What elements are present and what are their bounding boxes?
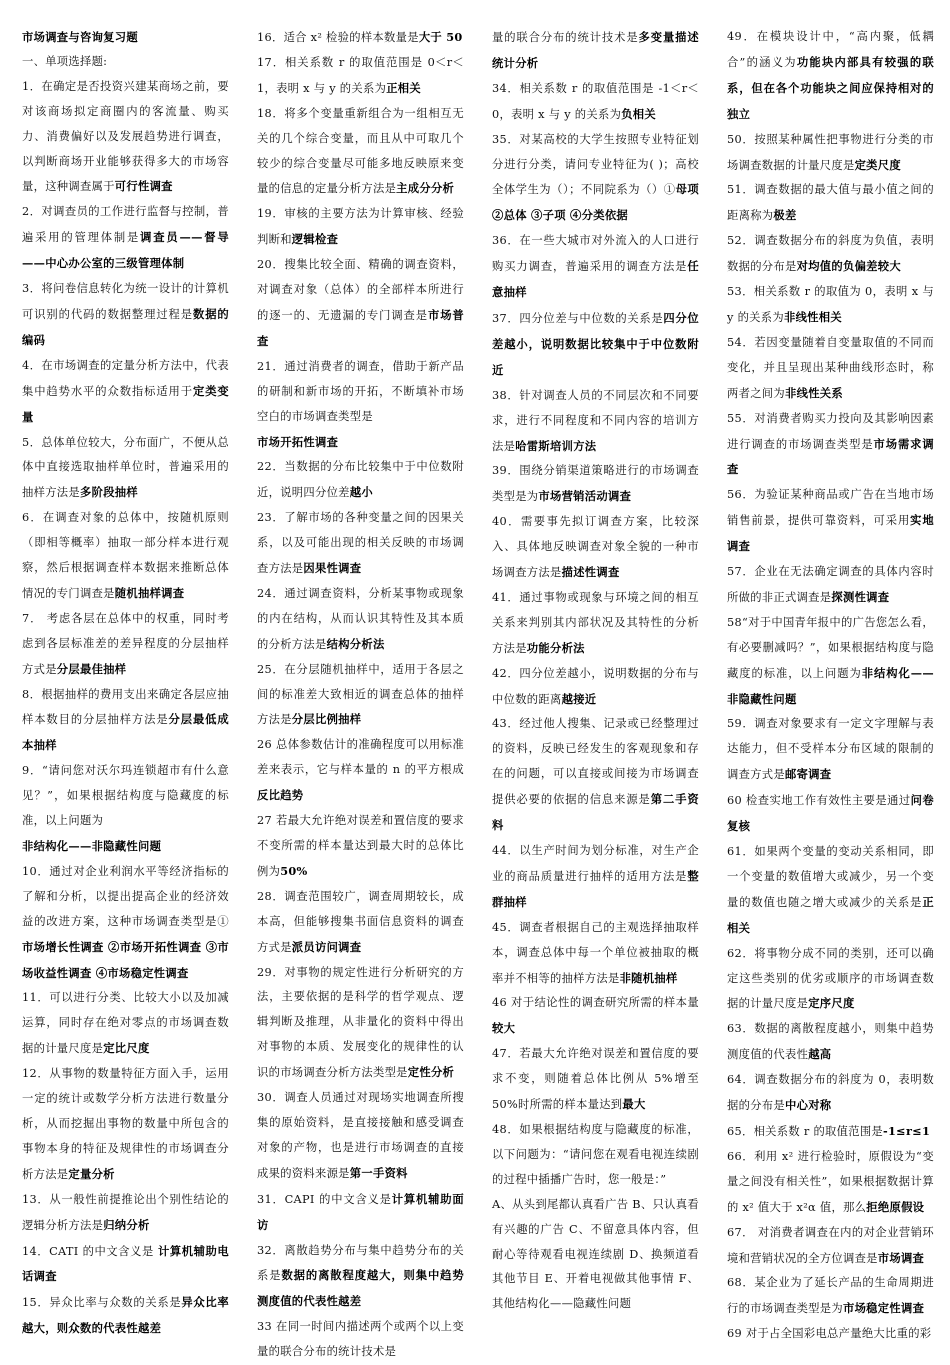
question-1: 1．在确定是否投资兴建某商场之前，要对该商场拟定商圈内的客流量、购买力、消费偏好以及发展趋势进行调查，以判断商场开业能够获得多大的市场容量，这种调查属于可行性调查 <box>22 79 229 194</box>
answer-64: 中心对称 <box>785 1098 832 1113</box>
answer-26: 反比趋势 <box>257 788 304 803</box>
answer-51: 极差 <box>773 208 797 223</box>
answer-36: 任意抽样 <box>492 259 699 300</box>
answer-52: 对均值的负偏差较大 <box>796 259 901 274</box>
question-27: 27 若最大允许绝对误差和置信度的要求不变所需的样本量达到最大时的总体比例为50% <box>257 814 464 878</box>
column-3 <box>492 25 699 1317</box>
answer-16: 大于 50 <box>418 30 463 44</box>
column-2 <box>257 25 464 1365</box>
question-41: 41．通过事物或现象与环境之间的相互关系来判别其内部状况及其特性的分析方法是功能分析法 <box>492 590 699 655</box>
answer-37: 四分位差越小，说明数据比较集中于中位数附近 <box>492 310 699 377</box>
question-65: 65．相关系数 r 的取值范围是-1≤r≤1 <box>727 1123 931 1138</box>
question-22: 22．当数据的分布比较集中于中位数附近，说明四分位差越小 <box>257 460 464 500</box>
answer-34: 负相关 <box>621 106 656 121</box>
answer-22: 越小 <box>349 485 373 500</box>
answer-11: 定比尺度 <box>103 1041 150 1056</box>
answer-4: 定类变量 <box>22 383 230 424</box>
question-34: 34．相关系数 r 的取值范围是 -1＜r＜0，表明 x 与 y 的关系为负相关 <box>492 81 699 121</box>
column-4 <box>727 25 934 1347</box>
answer-15: 异众比率越大，则众数的代表性越差 <box>22 1295 230 1336</box>
answer-13: 归纳分析 <box>103 1217 150 1232</box>
question-49: 49．在模块设计中，“高内聚，低耦合”的涵义为功能块内部具有较强的联系，但在各个功能块之间应保持相对的独立 <box>727 30 934 121</box>
question-44: 44．以生产时间为划分标准，对生产企业的商品质量进行抽样的适用方法是整群抽样 <box>492 844 699 909</box>
section-heading: 一、单项选择题: <box>22 54 108 68</box>
question-40: 40．需要事先拟订调查方案，比较深入、具体地反映调查对象全貌的一种市场调查方法是描述性调查 <box>492 515 699 580</box>
answer-31: 计算机辅助面访 <box>257 1191 464 1232</box>
answer-55: 市场需求调查 <box>727 436 934 477</box>
question-66: 66．利用 x² 进行检验时，原假设为“变量之间没有相关性”，如果根据数据计算的 x² 值大于 x²α 值，那么拒绝原假设 <box>727 1149 934 1214</box>
question-67: 67． 对消费者调查在内的对企业营销环境和营销状况的全方位调查是市场调查 <box>727 1225 934 1265</box>
question-5: 5．总体单位较大，分布面广，不便从总体中直接选取抽样单位时，普遍采用的抽样方法是多阶段抽样 <box>22 435 229 500</box>
question-31: 31．CAPI 的中文含义是计算机辅助面访 <box>257 1191 464 1232</box>
question-63: 63．数据的离散程度越小，则集中趋势测度值的代表性越高 <box>727 1022 934 1062</box>
answer-49: 功能块内部具有较强的联系，但在各个功能块之间应保持相对的独立 <box>727 54 934 121</box>
question-32: 32．离散趋势分布与集中趋势分布的关系是数据的离散程度越大，则集中趋势测度值的代表性越差 <box>257 1243 464 1309</box>
question-54: 54．若因变量随着自变量取值的不同而变化，并且呈现出某种曲线形态时，称两者之间为非线性关系 <box>727 335 934 400</box>
question-4: 4．在市场调查的定量分析方法中，代表集中趋势水平的众数指标适用于定类变量 <box>22 358 230 424</box>
question-50: 50．按照某种属性把事物进行分类的市场调查数据的计量尺度是定类尺度 <box>727 132 934 172</box>
question-21: 21．通过消费者的调查，借助于新产品的研制和新市场的开拓，不断填补市场空白的市场调查类型是 市场开拓性调查 <box>257 359 464 449</box>
question-23: 23．了解市场的各种变量之间的因果关系，以及可能出现的相关反映的市场调查方法是因果性调查 <box>257 511 464 576</box>
question-24: 24．通过调查资料，分析某事物或现象的内在结构，从而认识其特性及其本质的分析方法是结构分析法 <box>257 586 464 651</box>
document-title: 市场调查与咨询复习题 <box>22 30 138 44</box>
answer-32: 数据的离散程度越大，则集中趋势测度值的代表性越差 <box>257 1268 464 1309</box>
question-64: 64．调查数据分布的斜度为 0，表明数据的分布是中心对称 <box>727 1073 934 1113</box>
question-52: 52．调查数据分布的斜度为负值，表明数据的分布是对均值的负偏差较大 <box>727 234 934 274</box>
answer-33-continued: 量的联合分布的统计技术是多变量描述统计分析 <box>492 30 699 70</box>
question-9: 9．“请问您对沃尔玛连锁超市有什么意见？”，如果根据结构度与隐藏度的标准，以上问题为 非结构化——非隐藏性问题 <box>22 764 229 853</box>
question-25: 25．在分层随机抽样中，适用于各层之间的标准差大致相近的调查总体的抽样方法是分层比例抽样 <box>257 662 464 727</box>
answer-20: 市场普查 <box>257 307 465 348</box>
answer-65: -1≤r≤1 <box>883 1123 931 1138</box>
answer-59: 邮寄调查 <box>785 767 832 782</box>
question-46: 46 对于结论性的调查研究所需的样本量较大 <box>492 996 699 1036</box>
question-17: 17．相关系数 r 的取值范围是 0＜r＜1，表明 x 与 y 的关系为正相关 <box>257 55 464 95</box>
question-6: 6．在调查对象的总体中，按随机原则（即相等概率）抽取一部分样本进行观察，然后根据调查样本数据来推断总体情况的专门调查是随机抽样调查 <box>22 511 229 600</box>
question-56: 56．为验证某种商品或广告在当地市场销售前景，提供可靠资料，可采用实地调查 <box>727 488 934 554</box>
question-68: 68．某企业为了延长产品的生命周期进行的市场调查类型是为市场稳定性调查 <box>727 1276 934 1316</box>
answer-23: 因果性调查 <box>303 561 362 576</box>
answer-33: 多变量描述统计分析 <box>492 30 699 70</box>
answer-21: 市场开拓性调查 <box>257 434 339 449</box>
answer-63: 越高 <box>808 1047 832 1062</box>
answer-56: 实地调查 <box>727 513 934 554</box>
answer-2: 调查员——督导——中心办公室的三级管理体制 <box>22 230 229 271</box>
answer-46: 较大 <box>492 1021 516 1036</box>
answer-19: 逻辑检查 <box>291 232 339 247</box>
answer-44: 整群抽样 <box>492 868 699 909</box>
question-51: 51．调查数据的最大值与最小值之间的距离称为极差 <box>727 183 934 223</box>
question-48-options: A、从头到尾都认真看广告 B、只认真看有兴趣的广告 C、不留意具体内容，但耐心等待观看电视连续剧 D、换频道看其他节目 E、开着电视做其他事情 F、其他结构化——隐藏性问题 <box>492 1197 699 1311</box>
answer-67: 市场调查 <box>877 1250 925 1265</box>
answer-8: 分层最低成本抽样 <box>22 712 229 753</box>
answer-58: 非结构化——非隐藏性问题 <box>727 665 934 706</box>
question-30: 30．调查人员通过对现场实地调查所搜集的原始资料，是直接接触和感受调查对象的产物，也是进行市场调查的直接成果的资料来源是第一手资料 <box>257 1091 464 1180</box>
question-69: 69 对于占全国彩电总产量绝大比重的彩 <box>727 1327 932 1341</box>
answer-40: 描述性调查 <box>561 565 620 580</box>
question-37: 37．四分位差与中位数的关系是四分位差越小，说明数据比较集中于中位数附近 <box>492 310 699 377</box>
question-16: 16．适合 x² 检验的样本数量是大于 50 <box>257 30 463 44</box>
question-59: 59．调查对象要求有一定文字理解与表达能力，但不受样本分布区域的限制的调查方式是邮寄调查 <box>727 717 934 782</box>
answer-10: 市场增长性调查 ②市场开拓性调查 ③市场收益性调查 ④市场稳定性调查 <box>22 939 229 980</box>
answer-38: 哈雷斯培训方法 <box>515 438 597 453</box>
question-33: 33 在同一时间内描述两个或两个以上变量的联合分布的统计技术是 <box>257 1320 464 1359</box>
answer-53: 非线性相关 <box>783 309 842 324</box>
answer-25: 分层比例抽样 <box>291 712 362 727</box>
question-11: 11．可以进行分类、比较大小以及加减运算，同时存在绝对零点的市场调查数据的计量尺度是定比尺度 <box>22 991 229 1056</box>
question-39: 39．围绕分销渠道策略进行的市场调查类型是为市场营销活动调查 <box>492 464 699 504</box>
answer-18: 主成分分析 <box>396 181 455 196</box>
question-45: 45．调查者根据自己的主观选择抽取样本，调查总体中每一个单位被抽取的概率并不相等的抽样方法是非随机抽样 <box>492 920 699 985</box>
answer-54: 非线性关系 <box>785 385 843 400</box>
question-57: 57．企业在无法确定调查的具体内容时所做的非正式调查是探测性调查 <box>727 565 934 604</box>
answer-17: 正相关 <box>386 80 421 95</box>
question-8: 8．根据抽样的费用支出来确定各层应抽样本数目的分层抽样方法是分层最低成本抽样 <box>22 687 229 753</box>
question-13: 13．从一般性前提推论出个别性结论的逻辑分析方法是归纳分析 <box>22 1192 229 1232</box>
question-26: 26 总体参数估计的准确程度可以用标准差来表示，它与样本量的 n 的平方根成反比趋势 <box>257 738 464 803</box>
answer-61: 正相关 <box>727 894 934 935</box>
question-61: 61．如果两个变量的变动关系相同，即一个变量的数值增大或减少，另一个变量的数值也随之增大或减少的关系是正相关 <box>727 845 934 935</box>
answer-3: 数据的编码 <box>22 306 230 347</box>
question-38: 38．针对调查人员的不同层次和不同要求，进行不同程度和不同内容的培训方法是哈雷斯培训方法 <box>492 388 699 453</box>
answer-12: 定量分析 <box>68 1166 115 1181</box>
answer-57: 探测性调查 <box>831 589 890 604</box>
answer-29: 定性分析 <box>407 1065 455 1080</box>
answer-27: 50% <box>280 863 308 878</box>
question-14: 14．CATI 的中文含义是 计算机辅助电话调查 <box>22 1243 229 1284</box>
answer-41: 功能分析法 <box>526 640 585 655</box>
answer-1: 可行性调查 <box>114 179 173 194</box>
question-43: 43．经过他人搜集、记录或已经整理过的资料，反映已经发生的客观现象和存在的问题，可以直接或间接为市场调查提供必要的依据的信息来源是第二手资料 <box>492 717 699 833</box>
question-58: 58“对于中国青年报中的广告您怎么看，有必要删减吗？”，如果根据结构度与隐藏度的标准，以上问题为非结构化——非隐藏性问题 <box>727 615 934 706</box>
answer-60: 问卷复核 <box>727 793 934 834</box>
question-48: 48．如果根据结构度与隐藏度的标准，以下问题为：“请问您在观看电视连续剧的过程中插播广告时，您一般是：” <box>492 1122 699 1186</box>
question-47: 47．若最大允许绝对误差和置信度的要求不变，则随着总体比例从 5%增至 50%时所需的样本量达到最大 <box>492 1047 699 1112</box>
answer-45: 非随机抽样 <box>619 970 678 985</box>
answer-35: 母项 ②总体 ③子项 ④分类依据 <box>492 182 700 223</box>
question-60: 60 检查实地工作有效性主要是通过问卷复核 <box>727 793 934 834</box>
question-36: 36．在一些大城市对外流入的人口进行购买力调查，普遍采用的调查方法是任意抽样 <box>492 234 699 300</box>
answer-14: 计算机辅助电话调查 <box>22 1243 229 1284</box>
question-53: 53．相关系数 r 的取值为 0，表明 x 与 y 的关系为非线性相关 <box>727 285 934 324</box>
question-15: 15．异众比率与众数的关系是异众比率越大，则众数的代表性越差 <box>22 1295 230 1336</box>
question-29: 29．对事物的规定性进行分析研究的方法，主要依据的是科学的哲学观点、逻辑判断及推理，从非量化的资料中得出对事物的本质、发展变化的规律性的认识的市场调查分析方法类型是定性分析 <box>257 965 464 1080</box>
answer-62: 定序尺度 <box>808 996 855 1011</box>
answer-47: 最大 <box>622 1097 646 1112</box>
question-10: 10．通过对企业利润水平等经济指标的了解和分析，以提出提高企业的经济效益的改进方案，这种市场调查类型是①市场增长性调查 ②市场开拓性调查 ③市场收益性调查 ④市场稳定性调查 <box>22 864 229 980</box>
answer-66: 拒绝原假设 <box>866 1199 925 1214</box>
answer-6: 随机抽样调查 <box>114 585 185 600</box>
question-18: 18．将多个变量重新组合为一组相互无关的几个综合变量，而且从中可取几个较少的综合变量尽可能多地反映原来变量的信息的定量分析方法是主成分分析 <box>257 106 464 196</box>
answer-39: 市场营销活动调查 <box>538 489 632 504</box>
column-1 <box>22 25 229 1342</box>
answer-68: 市场稳定性调查 <box>842 1301 925 1316</box>
answer-7: 分层最佳抽样 <box>56 661 127 676</box>
question-62: 62．将事物分成不同的类别，还可以确定这些类别的优劣或顺序的市场调查数据的计量尺度是定序尺度 <box>727 946 934 1011</box>
answer-30: 第一手资料 <box>349 1165 408 1180</box>
question-28: 28．调查范围较广，调查周期较长，成本高，但能够搜集书面信息资料的调查方式是派员访问调查 <box>257 889 464 954</box>
answer-9: 非结构化——非隐藏性问题 <box>22 839 162 853</box>
answer-24: 结构分析法 <box>326 636 385 651</box>
answer-42: 越接近 <box>561 691 597 706</box>
answer-28: 派员访问调查 <box>291 939 362 954</box>
question-42: 42．四分位差越小，说明数据的分布与中位数的距离越接近 <box>492 666 699 706</box>
question-55: 55．对消费者购买力投向及其影响因素进行调查的市场调查类型是市场需求调查 <box>727 411 934 477</box>
question-20: 20．搜集比较全面、精确的调查资料，对调查对象（总体）的全部样本所进行的逐一的、无遗漏的专门调查是市场普查 <box>257 258 465 348</box>
question-3: 3．将问卷信息转化为统一设计的计算机可识别的代码的数据整理过程是数据的编码 <box>22 282 230 347</box>
answer-43: 第二手资料 <box>492 792 699 833</box>
answer-50: 定类尺度 <box>854 157 901 172</box>
question-19: 19．审核的主要方法为计算审核、经验判断和逻辑检查 <box>257 207 464 247</box>
answer-5: 多阶段抽样 <box>80 485 138 500</box>
question-7: 7． 考虑各层在总体中的权重，同时考虑到各层标准差的差异程度的分层抽样方式是分层最佳抽样 <box>22 611 229 676</box>
question-2: 2．对调查员的工作进行监督与控制，普遍采用的管理体制是调查员——督导——中心办公室的三级管理体制 <box>22 205 229 271</box>
question-35: 35．对某高校的大学生按照专业特征划分进行分类，请问专业特征为( )；高校全体学生为（）；不同院系为（）①母项 ②总体 ③子项 ④分类依据 <box>492 132 700 223</box>
question-12: 12．从事物的数量特征方面入手，运用一定的统计或数学分析方法进行数量分析，从而挖掘出事物的数量中所包含的事物本身的特征及规律性的市场调查分析方法是定量分析 <box>22 1067 229 1181</box>
